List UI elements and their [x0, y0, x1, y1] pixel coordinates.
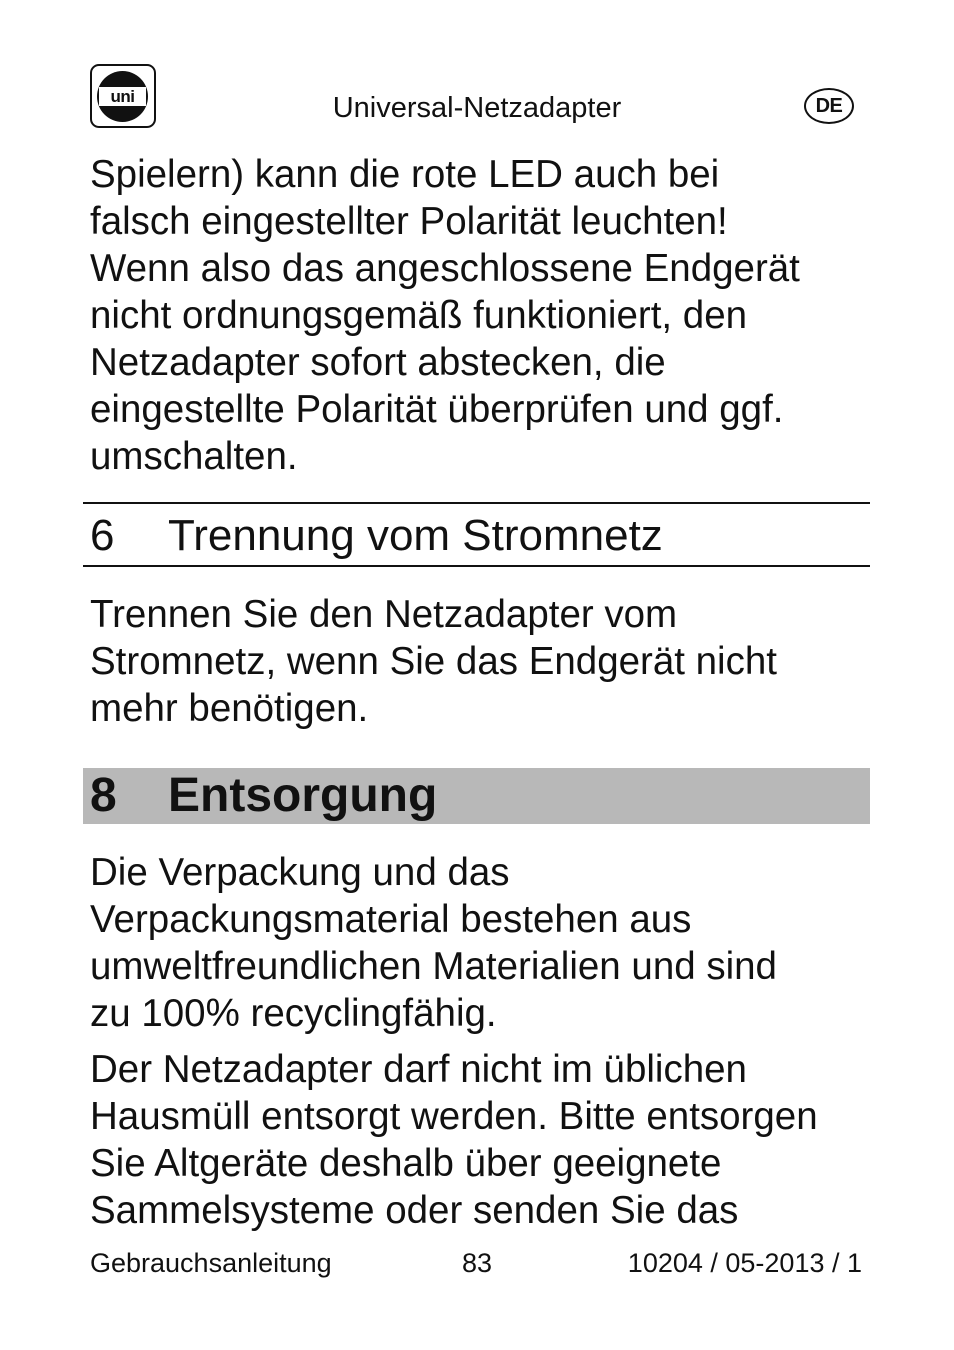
- text-line: Der Netzadapter darf nicht im üblichen: [90, 1048, 747, 1091]
- text-line: Sammelsysteme oder senden Sie das: [90, 1189, 739, 1232]
- text-line: nicht ordnungsgemäß funktioniert, den: [90, 294, 748, 337]
- footer-doc-code: 10204 / 05-2013 / 1: [627, 1248, 862, 1278]
- text-line: zu 100% recyclingfähig.: [90, 992, 497, 1035]
- text-line: Wenn also das angeschlossene Endgerät: [90, 247, 800, 290]
- text-line: eingestellte Polarität überprüfen und ggf.: [90, 388, 784, 431]
- logo-text: uni: [110, 86, 135, 106]
- section-8-heading: [83, 768, 870, 824]
- footer-document-type: Gebrauchsanleitung: [90, 1248, 332, 1278]
- footer-page-number: 83: [461, 1248, 493, 1278]
- text-line: Netzadapter sofort abstecken, die: [90, 341, 666, 384]
- text-line: Stromnetz, wenn Sie das Endgerät nicht: [90, 640, 777, 683]
- text-line: umweltfreundlichen Materialien und sind: [90, 945, 777, 988]
- text-line: Die Verpackung und das: [90, 851, 510, 894]
- section-number: 8: [90, 769, 117, 822]
- text-line: mehr benötigen.: [90, 687, 369, 730]
- text-line: umschalten.: [90, 435, 298, 478]
- language-badge: DE: [804, 88, 854, 124]
- text-line: Verpackungsmaterial bestehen aus: [90, 898, 692, 941]
- text-line: Spielern) kann die rote LED auch bei: [90, 153, 720, 196]
- section-title: Trennung vom Stromnetz: [168, 511, 663, 560]
- section-8-paragraph-1: [90, 849, 880, 1037]
- section-bottom-rule: [83, 565, 870, 567]
- section-8-paragraph-2: [90, 1046, 880, 1234]
- text-line: falsch eingestellter Polarität leuchten!: [90, 200, 728, 243]
- header-title: Universal-Netzadapter: [332, 92, 622, 124]
- section-6-paragraph: [90, 591, 880, 732]
- text-line: Hausmüll entsorgt werden. Bitte entsorgen: [90, 1095, 818, 1138]
- section-title: Entsorgung: [168, 769, 438, 822]
- text-line: Sie Altgeräte deshalb über geeignete: [90, 1142, 722, 1185]
- section-6-heading: [90, 508, 870, 564]
- section-number: 6: [90, 511, 115, 560]
- intro-paragraph: [90, 151, 880, 480]
- text-line: Trennen Sie den Netzadapter vom: [90, 593, 678, 636]
- section-top-rule: [83, 502, 870, 504]
